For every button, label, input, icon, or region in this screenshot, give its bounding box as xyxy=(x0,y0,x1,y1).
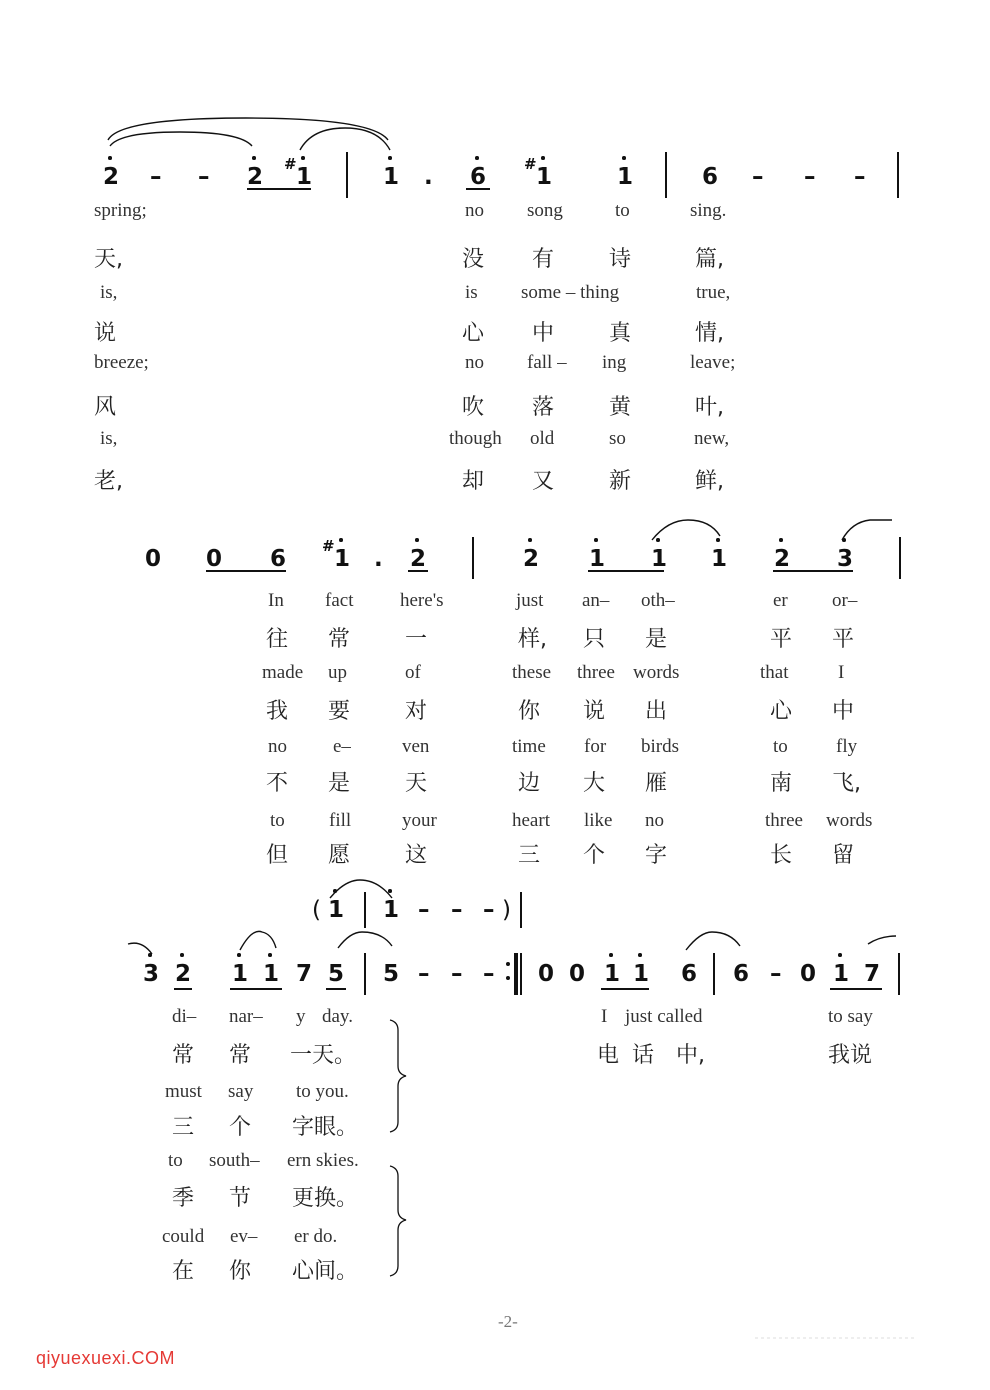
octave-dot xyxy=(656,538,660,542)
sharp-sign: # xyxy=(524,155,537,173)
lyric-chinese: 中 xyxy=(532,321,555,346)
lyric-english: oth– xyxy=(641,590,675,611)
octave-dot xyxy=(148,953,152,957)
lyric-english: these xyxy=(512,662,552,683)
barline xyxy=(713,953,715,995)
note: 1 xyxy=(604,961,621,987)
barline xyxy=(898,953,900,995)
octave-dot xyxy=(594,538,598,542)
lyric-chinese: 电 xyxy=(597,1043,620,1068)
note: 6 xyxy=(270,546,287,572)
lyric-chinese: 字 xyxy=(645,843,668,868)
note: 6 xyxy=(470,164,487,190)
dotted-rhythm: . xyxy=(374,546,383,572)
lyric-english: is, xyxy=(100,282,118,303)
lyric-english: south– xyxy=(209,1150,260,1171)
lyric-chinese: 往 xyxy=(266,627,289,652)
barline xyxy=(897,152,899,198)
lyric-chinese: 三 xyxy=(172,1115,195,1140)
lyric-english: leave; xyxy=(690,352,736,373)
lyric-chinese: 常 xyxy=(229,1043,252,1068)
lyric-chinese: 大 xyxy=(583,771,606,796)
slur xyxy=(110,132,252,146)
lyric-chinese: 有 xyxy=(532,247,555,272)
lyric-chinese: 情, xyxy=(695,321,724,346)
lyric-chinese: 飞, xyxy=(832,771,861,796)
lyric-english: here's xyxy=(400,590,444,611)
octave-dot xyxy=(475,156,479,160)
octave-dot xyxy=(528,538,532,542)
lyric-english: or– xyxy=(832,590,858,611)
slur xyxy=(108,118,388,140)
lyric-chinese: 我说 xyxy=(828,1043,873,1068)
lyric-english: to say xyxy=(828,1006,873,1027)
sustain-dash: – xyxy=(483,897,495,923)
lyric-chinese: 心 xyxy=(462,321,485,346)
beam xyxy=(326,988,346,990)
note: 2 xyxy=(247,164,264,190)
lyric-english: ing xyxy=(602,352,627,373)
slur xyxy=(338,932,392,948)
sustain-dash: – xyxy=(451,961,463,987)
lyric-english: fact xyxy=(325,590,354,611)
lyric-chinese: 一天。 xyxy=(290,1043,357,1068)
octave-dot xyxy=(388,156,392,160)
note: 3 xyxy=(143,961,160,987)
octave-dot xyxy=(339,538,343,542)
lyric-chinese: 天, xyxy=(94,247,123,272)
beam xyxy=(830,988,882,990)
lyric-chinese: 又 xyxy=(532,469,555,494)
note: 6 xyxy=(681,961,698,987)
lyric-chinese: 你 xyxy=(518,699,541,724)
lyric-english: just xyxy=(516,590,544,611)
note: 1 xyxy=(383,164,400,190)
lyric-chinese: 个 xyxy=(583,843,606,868)
lyric-english: old xyxy=(530,428,555,449)
note: 7 xyxy=(296,961,313,987)
lyric-chinese: 但 xyxy=(266,843,289,868)
lyric-chinese: 常 xyxy=(328,627,351,652)
octave-dot xyxy=(301,156,305,160)
note: 5 xyxy=(383,961,400,987)
lyric-chinese: 愿 xyxy=(328,843,351,868)
lyric-chinese: 没 xyxy=(462,247,485,272)
lyric-english: that xyxy=(760,662,789,683)
note: 1 xyxy=(651,546,668,572)
note: 2 xyxy=(410,546,427,572)
lyric-english: no xyxy=(268,736,287,757)
sharp-sign: # xyxy=(284,155,297,173)
lyric-english: no xyxy=(465,200,484,221)
note: 6 xyxy=(733,961,750,987)
note: 1 xyxy=(263,961,280,987)
lyric-chinese: 平 xyxy=(770,627,793,652)
lyric-english: some – thing xyxy=(521,282,620,303)
lyric-chinese: 不 xyxy=(266,771,289,796)
lyric-chinese: 要 xyxy=(328,699,351,724)
lyric-english: ev– xyxy=(230,1226,258,1247)
note: 6 xyxy=(702,164,719,190)
lyric-chinese: 这 xyxy=(405,843,428,868)
note: 2 xyxy=(103,164,120,190)
octave-dot xyxy=(237,953,241,957)
lyric-chinese: 老, xyxy=(94,469,123,494)
lyric-english: is xyxy=(465,282,478,303)
note: 1 xyxy=(383,897,400,923)
lyric-english: di– xyxy=(172,1006,197,1027)
barline xyxy=(364,892,366,928)
lyric-english: for xyxy=(584,736,607,757)
lyric-chinese: 是 xyxy=(328,771,351,796)
repeat-dot xyxy=(506,976,510,980)
slur xyxy=(686,932,740,950)
lyric-english: breeze; xyxy=(94,352,149,373)
barline xyxy=(346,152,348,198)
octave-dot xyxy=(333,889,337,893)
verse-bracket xyxy=(390,1166,406,1276)
lyric-chinese: 诗 xyxy=(609,247,632,272)
lyric-chinese: 落 xyxy=(532,395,555,420)
lyric-chinese: 你 xyxy=(229,1259,252,1284)
lyric-chinese: 心间。 xyxy=(292,1259,359,1284)
lyric-chinese: 说 xyxy=(94,321,117,346)
lyric-english: must xyxy=(165,1081,202,1102)
lyric-chinese: 对 xyxy=(405,699,428,724)
repeat-dot xyxy=(506,962,510,966)
lyric-chinese: 吹 xyxy=(462,395,485,420)
lyric-english: ern skies. xyxy=(287,1150,359,1171)
note: 2 xyxy=(175,961,192,987)
note: 2 xyxy=(774,546,791,572)
lyric-english: up xyxy=(328,662,347,683)
lyric-chinese: 平 xyxy=(832,627,855,652)
lyric-english: I xyxy=(838,662,845,683)
note: 1 xyxy=(589,546,606,572)
note: 0 xyxy=(538,961,555,987)
sustain-dash: – xyxy=(451,897,463,923)
octave-dot xyxy=(108,156,112,160)
dotted-rhythm: . xyxy=(424,164,433,190)
lyric-english: say xyxy=(228,1081,254,1102)
lyric-chinese: 说 xyxy=(583,699,606,724)
verse-bracket xyxy=(390,1020,406,1132)
lyric-english: e– xyxy=(333,736,351,757)
slur xyxy=(240,931,276,950)
lyric-english: fly xyxy=(836,736,858,757)
lyric-chinese: 鲜, xyxy=(695,469,724,494)
lyric-english: y xyxy=(296,1006,306,1027)
lyric-english: to xyxy=(615,200,630,221)
lyric-chinese: 常 xyxy=(172,1043,195,1068)
lyric-chinese: 中 xyxy=(832,699,855,724)
site-watermark: qiyuexuexi.COM xyxy=(36,1348,176,1368)
lyric-chinese: 是 xyxy=(645,627,668,652)
lyric-chinese: 风 xyxy=(94,395,117,420)
lyric-chinese: 南 xyxy=(770,771,793,796)
lyric-chinese: 叶, xyxy=(695,395,724,420)
octave-dot xyxy=(638,953,642,957)
lyric-english: er do. xyxy=(294,1226,338,1247)
note: 5 xyxy=(328,961,345,987)
sustain-dash: – xyxy=(483,961,495,987)
sustain-dash: – xyxy=(418,961,430,987)
lyric-english: just called xyxy=(625,1006,703,1027)
lyric-english: nar– xyxy=(229,1006,263,1027)
page-number: -2- xyxy=(498,1312,518,1331)
lyric-chinese: 天 xyxy=(405,771,428,796)
sharp-sign: # xyxy=(322,537,335,555)
octave-dot xyxy=(415,538,419,542)
lyric-chinese: 黄 xyxy=(609,395,632,420)
sustain-dash: – xyxy=(418,897,430,923)
barline xyxy=(472,537,474,579)
lyric-english: true, xyxy=(696,282,731,303)
lyric-chinese: 出 xyxy=(645,699,668,724)
octave-dot xyxy=(388,889,392,893)
lyric-english: made xyxy=(262,662,304,683)
lyric-chinese: 样, xyxy=(518,627,547,652)
lyric-chinese: 字眼。 xyxy=(292,1115,359,1140)
lyric-chinese: 季 xyxy=(172,1186,195,1211)
octave-dot xyxy=(609,953,613,957)
note: 0 xyxy=(569,961,586,987)
lyric-english: song xyxy=(527,200,563,221)
lyric-english: to xyxy=(773,736,788,757)
lyric-english: like xyxy=(584,810,613,831)
lyric-english: to you. xyxy=(296,1081,349,1102)
lyric-chinese: 个 xyxy=(229,1115,252,1140)
lyric-english: heart xyxy=(512,810,550,831)
lyric-english: spring; xyxy=(94,200,147,221)
lyric-english: could xyxy=(162,1226,205,1247)
beam xyxy=(174,988,192,990)
lyric-english: fill xyxy=(329,810,352,831)
sustain-dash: – xyxy=(150,164,162,190)
lyric-chinese: 我 xyxy=(266,699,289,724)
octave-dot xyxy=(842,538,846,542)
lyric-english: no xyxy=(465,352,484,373)
beam xyxy=(230,988,282,990)
barline xyxy=(899,537,901,579)
lyric-chinese: 心 xyxy=(770,699,793,724)
barline xyxy=(520,892,522,928)
lyric-english: sing. xyxy=(690,200,727,221)
octave-dot xyxy=(180,953,184,957)
lyric-chinese: 节 xyxy=(229,1186,252,1211)
repeat-barline-thick xyxy=(514,953,518,995)
lyric-chinese: 留 xyxy=(832,843,855,868)
note: 7 xyxy=(864,961,881,987)
lyric-chinese: 却 xyxy=(462,469,485,494)
lyric-english: words xyxy=(826,810,873,831)
lyric-chinese: 话 xyxy=(632,1043,655,1068)
note: 1 xyxy=(232,961,249,987)
note: 3 xyxy=(837,546,854,572)
lyric-english: birds xyxy=(641,736,679,757)
note: 1 xyxy=(328,897,345,923)
lyric-english: of xyxy=(405,662,421,683)
note: 1 xyxy=(711,546,728,572)
lyric-english: is, xyxy=(100,428,118,449)
note: 1 xyxy=(833,961,850,987)
sustain-dash: – xyxy=(770,961,782,987)
lyric-chinese: 中, xyxy=(676,1043,705,1068)
lyric-english: words xyxy=(633,662,680,683)
lyric-english: to xyxy=(168,1150,183,1171)
octave-dot xyxy=(716,538,720,542)
lyric-chinese: 边 xyxy=(518,771,541,796)
lyric-chinese: 篇, xyxy=(695,247,724,272)
lyric-chinese: 长 xyxy=(770,843,793,868)
lyric-english: so xyxy=(609,428,626,449)
lyric-chinese: 三 xyxy=(518,843,541,868)
sustain-dash: – xyxy=(198,164,210,190)
lyric-english: to xyxy=(270,810,285,831)
slur xyxy=(868,936,896,944)
sustain-dash: – xyxy=(752,164,764,190)
lyric-english: no xyxy=(645,810,664,831)
lyric-english: time xyxy=(512,736,546,757)
note: 1 xyxy=(536,164,553,190)
lyric-chinese: 真 xyxy=(609,321,632,346)
note: 1 xyxy=(633,961,650,987)
sustain-dash: – xyxy=(854,164,866,190)
octave-dot xyxy=(779,538,783,542)
note: 0 xyxy=(800,961,817,987)
note: 2 xyxy=(523,546,540,572)
lyric-english: your xyxy=(402,810,437,831)
sustain-dash: – xyxy=(804,164,816,190)
octave-dot xyxy=(252,156,256,160)
lyric-english: three xyxy=(765,810,803,831)
lyric-english: fall – xyxy=(527,352,567,373)
slur xyxy=(842,520,892,540)
lyric-chinese: 雁 xyxy=(645,771,668,796)
close-paren: ) xyxy=(502,897,511,923)
lyric-english: ven xyxy=(402,736,430,757)
lyric-chinese: 在 xyxy=(172,1259,195,1284)
note: 0 xyxy=(145,546,162,572)
lyric-english: In xyxy=(268,590,284,611)
beam xyxy=(601,988,649,990)
note: 1 xyxy=(334,546,351,572)
lyric-english: though xyxy=(449,428,502,449)
lyric-chinese: 新 xyxy=(609,469,632,494)
lyric-english: er xyxy=(773,590,788,611)
lyric-english: I xyxy=(601,1006,608,1027)
note: 1 xyxy=(617,164,634,190)
lyric-english: new, xyxy=(694,428,730,449)
slur xyxy=(652,520,720,540)
octave-dot xyxy=(268,953,272,957)
lyric-chinese: 只 xyxy=(583,627,606,652)
lyric-english: day. xyxy=(322,1006,353,1027)
octave-dot xyxy=(838,953,842,957)
note: 0 xyxy=(206,546,223,572)
lyric-chinese: 一 xyxy=(405,627,428,652)
lyric-english: an– xyxy=(582,590,610,611)
note: 1 xyxy=(296,164,313,190)
open-paren: ( xyxy=(312,897,321,923)
lyric-chinese: 更换。 xyxy=(292,1186,359,1211)
octave-dot xyxy=(622,156,626,160)
lyric-english: three xyxy=(577,662,615,683)
barline xyxy=(665,152,667,198)
barline xyxy=(364,953,366,995)
barline xyxy=(520,953,522,995)
octave-dot xyxy=(541,156,545,160)
